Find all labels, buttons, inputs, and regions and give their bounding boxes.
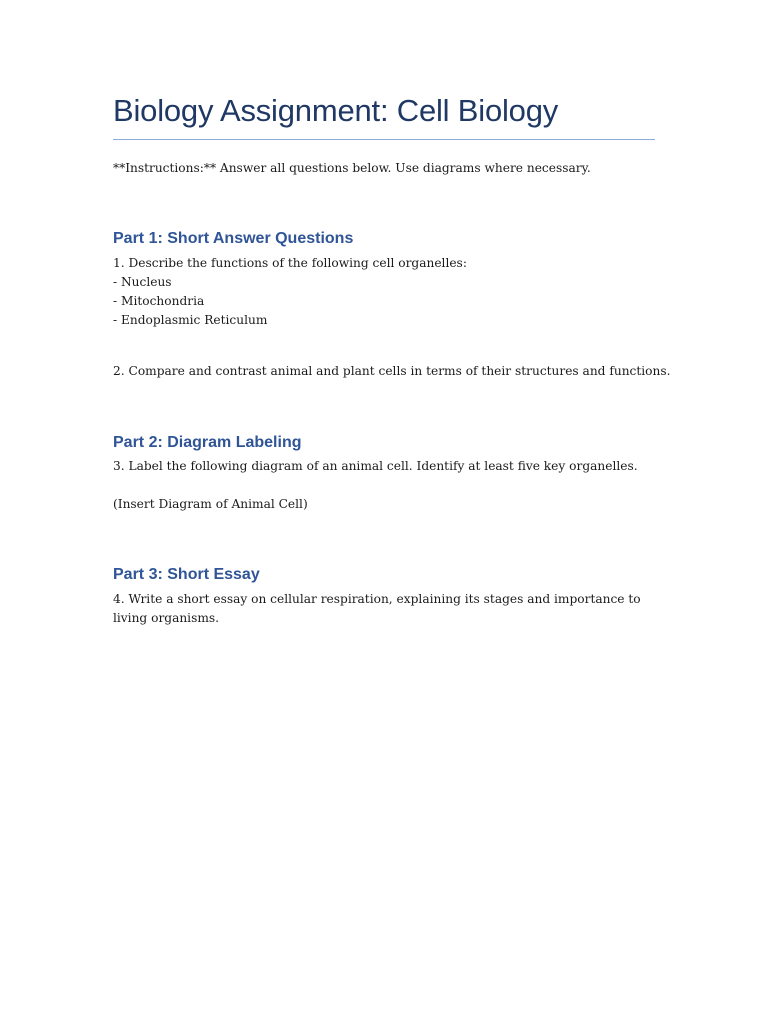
question-4: 4. Write a short essay on cellular respiration, explaining its stages and importance to living organisms.: [113, 592, 641, 625]
list-item-mitochondria: - Mitochondria: [113, 294, 205, 308]
question-2: 2. Compare and contrast animal and plant cells in terms of their structures and functions.: [113, 364, 671, 378]
section-heading-part-2: Part 2: Diagram Labeling: [113, 434, 302, 451]
list-item-nucleus: - Nucleus: [113, 275, 172, 289]
section-heading-part-3: Part 3: Short Essay: [113, 566, 260, 583]
list-item-endoplasmic-reticulum: - Endoplasmic Reticulum: [113, 313, 268, 327]
question-3: 3. Label the following diagram of an animal cell. Identify at least five key organelles.: [113, 459, 638, 473]
section-heading-part-1: Part 1: Short Answer Questions: [113, 230, 354, 247]
title-divider: [113, 139, 655, 140]
question-1: 1. Describe the functions of the following cell organelles:: [113, 256, 467, 270]
diagram-placeholder: (Insert Diagram of Animal Cell): [113, 497, 308, 511]
instructions-text: **Instructions:** Answer all questions below. Use diagrams where necessary.: [113, 161, 591, 175]
document-title: Biology Assignment: Cell Biology: [113, 93, 559, 128]
